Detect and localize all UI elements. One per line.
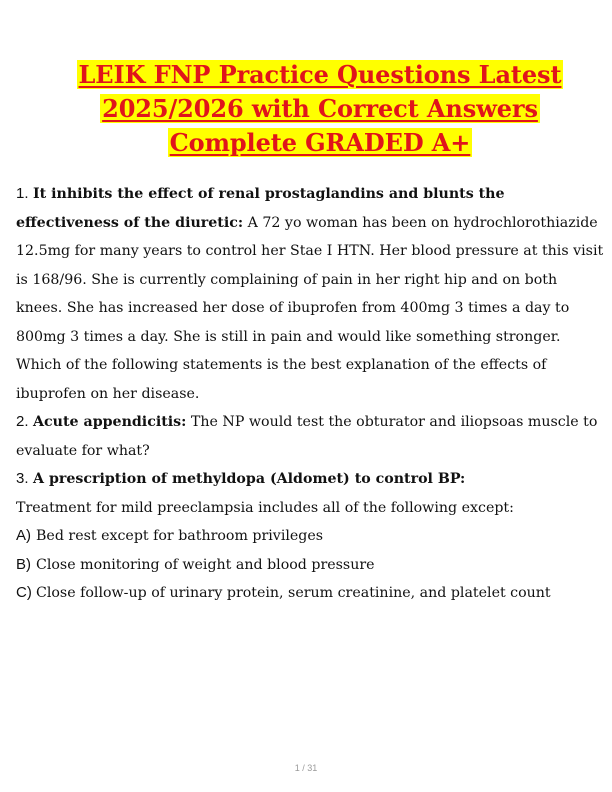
option-letter: A): [16, 527, 31, 544]
option-a: [16, 522, 604, 551]
question-number: 2.: [16, 413, 29, 430]
page-indicator: 1 / 31: [294, 763, 318, 773]
option-letter: C): [16, 584, 32, 601]
question-2: [16, 408, 604, 465]
answer-text: Acute appendicitis:: [33, 414, 187, 430]
question-3: [16, 465, 604, 494]
option-c: [16, 579, 604, 608]
question-text: A 72 yo woman has been on hydrochlorothiazide 12.5mg for many years to control her Stae I HTN. Her blood pressure at this visit is 168/96. She is currently complaining of pain in her right hip and on both knees. She has increased her dose of ibuprofen from 400mg 3 times a day to 800mg 3 times a day. She is still in pain and would like something stronger. Which of the following statements is the best explanation of the effects of ibuprofen on her disease.: [16, 214, 604, 402]
document-title: [40, 58, 600, 160]
option-b: [16, 551, 604, 580]
option-text: Close follow-up of urinary protein, serum creatinine, and platelet count: [36, 585, 551, 601]
title-line-2: 2025/2026 with Correct Answers: [102, 94, 538, 123]
question-number: 3.: [16, 470, 29, 487]
question-number: 1.: [16, 185, 29, 202]
question-text: The NP would test the obturator and iliopsoas muscle to evaluate for what?: [16, 414, 598, 459]
option-letter: B): [16, 555, 31, 573]
title-line-3: Complete GRADED A+: [169, 128, 471, 157]
option-text: Bed rest except for bathroom privileges: [36, 528, 324, 544]
questions-body: [16, 180, 604, 608]
answer-text: A prescription of methyldopa (Aldomet) to control BP:: [33, 471, 466, 487]
question-3-text: Treatment for mild preeclampsia includes all of the following except:: [16, 499, 514, 516]
option-text: Close monitoring of weight and blood pressure: [36, 556, 375, 573]
question-1: [16, 180, 604, 408]
answer-text: It inhibits the effect of renal prostaglandins and blunts the effectiveness of the diuretic:: [16, 186, 505, 231]
title-line-1: LEIK FNP Practice Questions Latest: [78, 60, 562, 89]
